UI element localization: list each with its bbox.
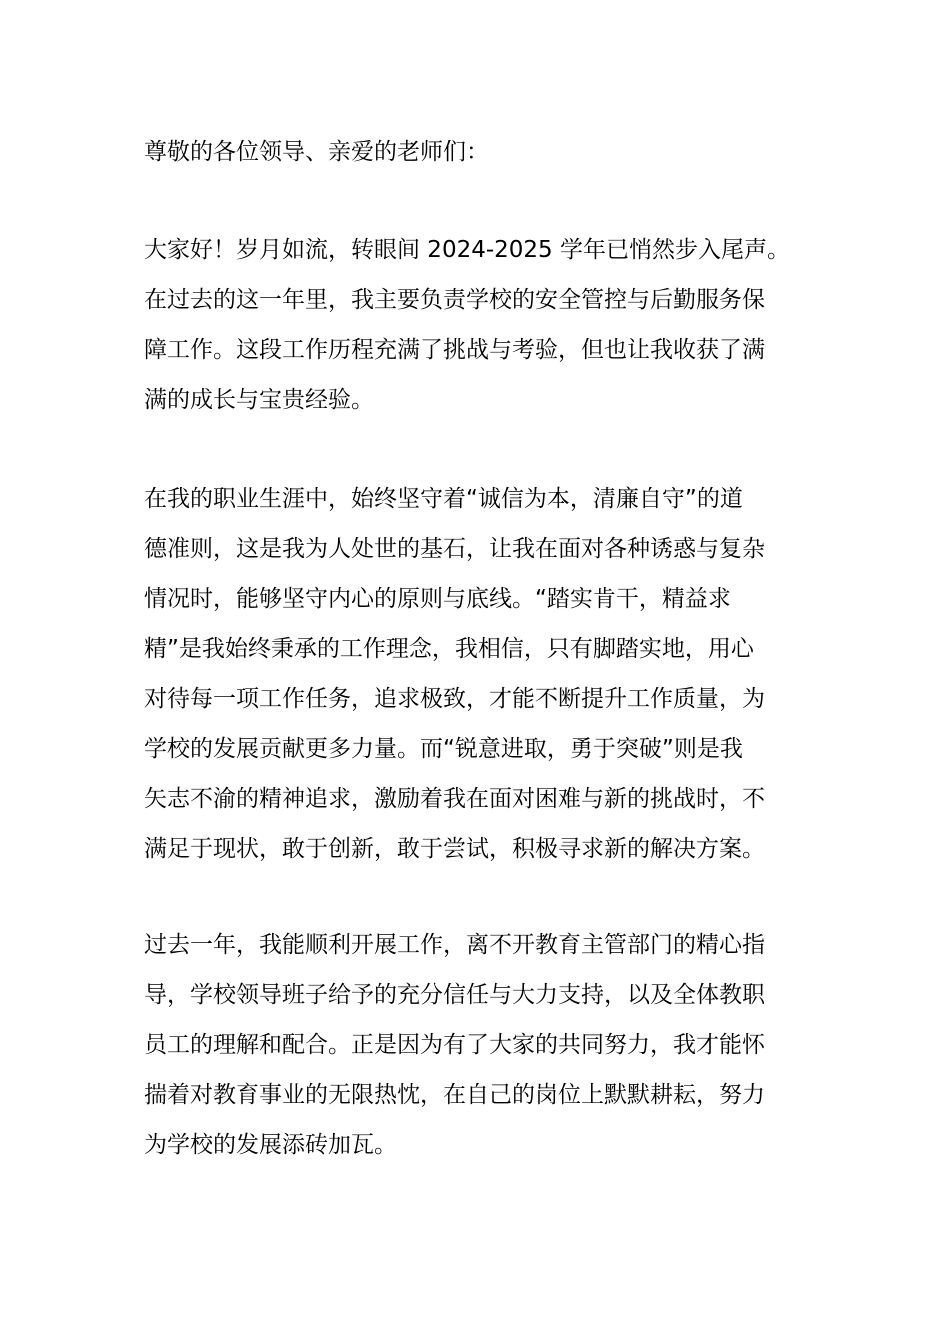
- paragraph-line: 学校的发展贡献更多力量。而“锐意进取，勇于突破”则是我: [144, 736, 743, 762]
- salutation: [144, 127, 824, 177]
- paragraph-line: 导，学校领导班子给予的充分信任与大力支持，以及全体教职: [144, 982, 765, 1008]
- paragraph-line: 为学校的发展添砖加瓦。: [144, 1132, 397, 1158]
- paragraph-line: 对待每一项工作任务，追求极致，才能不断提升工作质量，为: [144, 686, 765, 712]
- paragraph-3: [144, 920, 824, 1170]
- paragraph-line: 矢志不渝的精神追求，激励着我在面对困难与新的挑战时，不: [144, 786, 765, 812]
- paragraph-line: 员工的理解和配合。正是因为有了大家的共同努力，我才能怀: [144, 1032, 765, 1058]
- salutation-line: 尊敬的各位领导、亲爱的老师们：: [144, 139, 489, 165]
- paragraph-line: 满足于现状，敢于创新，敢于尝试，积极寻求新的解决方案。: [144, 836, 765, 862]
- paragraph-line: 障工作。这段工作历程充满了挑战与考验，但也让我收获了满: [144, 337, 765, 363]
- paragraph-line: 在过去的这一年里，我主要负责学校的安全管控与后勤服务保: [144, 287, 765, 313]
- paragraph-line: 在我的职业生涯中，始终坚守着“诚信为本，清廉自守”的道: [144, 486, 743, 512]
- paragraph-1: [144, 225, 824, 425]
- paragraph-line: 德准则，这是我为人处世的基石，让我在面对各种诱惑与复杂: [144, 536, 765, 562]
- paragraph-line: 大家好！岁月如流，转眼间 2024-2025 学年已悄然步入尾声。: [144, 237, 790, 263]
- paragraph-line: 满的成长与宝贵经验。: [144, 387, 374, 413]
- paragraph-line: 情况时，能够坚守内心的原则与底线。“踏实肯干，精益求: [144, 586, 731, 612]
- paragraph-line: 过去一年，我能顺利开展工作，离不开教育主管部门的精心指: [144, 932, 765, 958]
- paragraph-line: 揣着对教育事业的无限热忱，在自己的岗位上默默耕耘，努力: [144, 1082, 765, 1108]
- paragraph-line: 精”是我始终秉承的工作理念，我相信，只有脚踏实地，用心: [144, 636, 754, 662]
- paragraph-2: [144, 474, 824, 874]
